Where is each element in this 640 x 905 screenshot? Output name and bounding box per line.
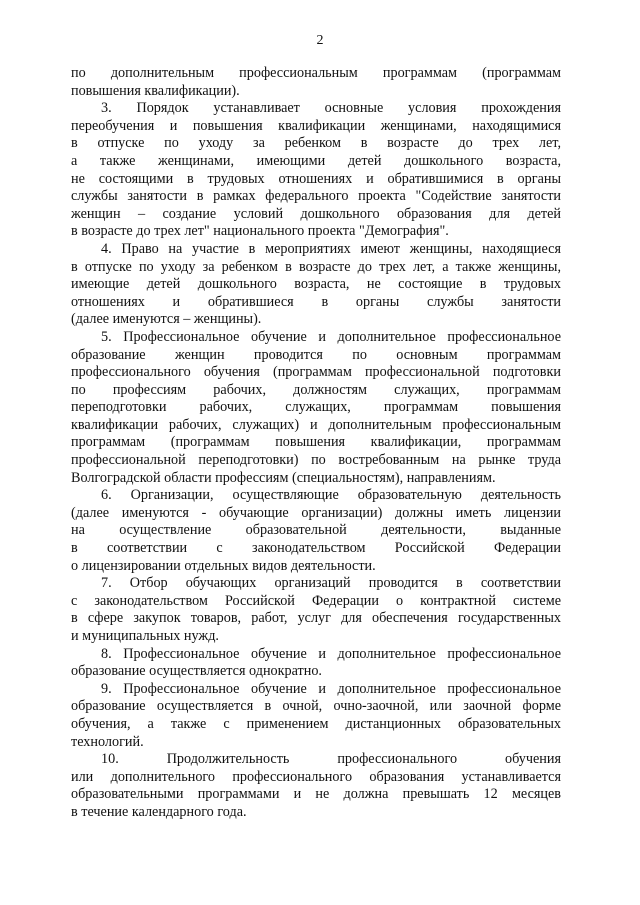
- text-line: программам (программам повышения квалификации, программам: [71, 434, 561, 451]
- text-line: повышения квалификации).: [71, 82, 240, 99]
- text-line: в отпуске по уходу за ребенком в возрасте до трех лет,: [71, 135, 561, 152]
- text-line: службы занятости в рамках федерального проекта "Содействие занятости: [71, 188, 561, 205]
- text-line: с законодательством Российской Федерации о контрактной системе: [71, 592, 561, 609]
- text-line: Волгоградской области профессиям (специальностям), направлениям.: [71, 469, 496, 486]
- text-line: образование женщин проводится по основным программам: [71, 346, 561, 363]
- paragraph-5: [71, 329, 561, 487]
- text-line: 3. Порядок устанавливает основные условия прохождения: [101, 100, 561, 117]
- text-line: в возрасте до трех лет" национального проекта "Демография".: [71, 223, 449, 240]
- paragraph-3: [71, 100, 561, 241]
- text-line: 4. Право на участие в мероприятиях имеют женщины, находящиеся: [101, 240, 561, 257]
- text-line: на осуществление образовательной деятельности, выданные: [71, 522, 561, 539]
- text-line: переобучения и повышения квалификации женщинами, находящимися: [71, 117, 561, 134]
- text-line: и муниципальных нужд.: [71, 628, 219, 644]
- text-line: технологий.: [71, 733, 144, 750]
- text-line: образовательными программами и не должна превышать 12 месяцев: [71, 786, 561, 803]
- text-line: (далее именуются - обучающие организации) должны иметь лицензии: [71, 504, 561, 521]
- document-body: [71, 65, 561, 822]
- text-line: 5. Профессиональное обучение и дополнительное профессиональное: [101, 328, 561, 345]
- text-line: образование осуществляется однократно.: [71, 663, 322, 680]
- text-line: а также женщинами, имеющими детей дошкольного возраста,: [71, 152, 561, 169]
- text-line: в течение календарного года.: [71, 803, 247, 820]
- text-line: в отпуске по уходу за ребенком в возрасте до трех лет, а также женщины,: [71, 258, 561, 275]
- text-line: не состоящими в трудовых отношениях и обратившимися в органы: [71, 170, 561, 187]
- paragraph-9: [71, 681, 561, 751]
- text-line: обучения, а также с применением дистанционных образовательных: [71, 715, 561, 732]
- text-line: образование осуществляется в очной, очно-заочной, или заочной форме: [71, 698, 561, 715]
- page-number: 2: [316, 33, 324, 48]
- text-line: в соответствии с законодательством Российской Федерации: [71, 540, 561, 557]
- text-line: 7. Отбор обучающих организаций проводится в соответствии: [101, 575, 561, 592]
- text-line: 8. Профессиональное обучение и дополнительное профессиональное: [101, 645, 561, 662]
- text-line: в сфере закупок товаров, работ, услуг для обеспечения государственных: [71, 610, 561, 627]
- text-line: квалификации рабочих, служащих) и дополнительным профессиональным: [71, 416, 561, 433]
- text-line: 6. Организации, осуществляющие образовательную деятельность: [101, 487, 561, 504]
- paragraph-6: [71, 487, 561, 575]
- paragraph-4: [71, 241, 561, 329]
- text-line: 10. Продолжительность профессионального обучения: [101, 751, 561, 768]
- text-line: отношениях и обратившиеся в органы службы занятости: [71, 293, 561, 310]
- text-line: по дополнительным профессиональным программам (программам: [71, 65, 561, 81]
- text-line: имеющие детей дошкольного возраста, не состоящие в трудовых: [71, 276, 561, 293]
- text-line: профессионального обучения (программам профессиональной подготовки: [71, 364, 561, 381]
- text-line: переподготовки рабочих, служащих, программам повышения: [71, 399, 561, 416]
- paragraph-7: [71, 575, 561, 645]
- text-line: (далее именуются – женщины).: [71, 311, 262, 328]
- paragraph-8: [71, 646, 561, 681]
- text-line: 9. Профессиональное обучение и дополнительное профессиональное: [101, 680, 561, 697]
- paragraph-10: [71, 751, 561, 821]
- text-line: о лицензировании отдельных видов деятельности.: [71, 557, 376, 574]
- text-line: профессиональной переподготовки) по востребованным на рынке труда: [71, 452, 561, 469]
- text-line: женщин – создание условий дошкольного образования для детей: [71, 205, 561, 222]
- paragraph-intro: [71, 65, 561, 100]
- text-line: по профессиям рабочих, должностям служащих, программам: [71, 381, 561, 398]
- text-line: или дополнительного профессионального образования устанавливается: [71, 768, 561, 785]
